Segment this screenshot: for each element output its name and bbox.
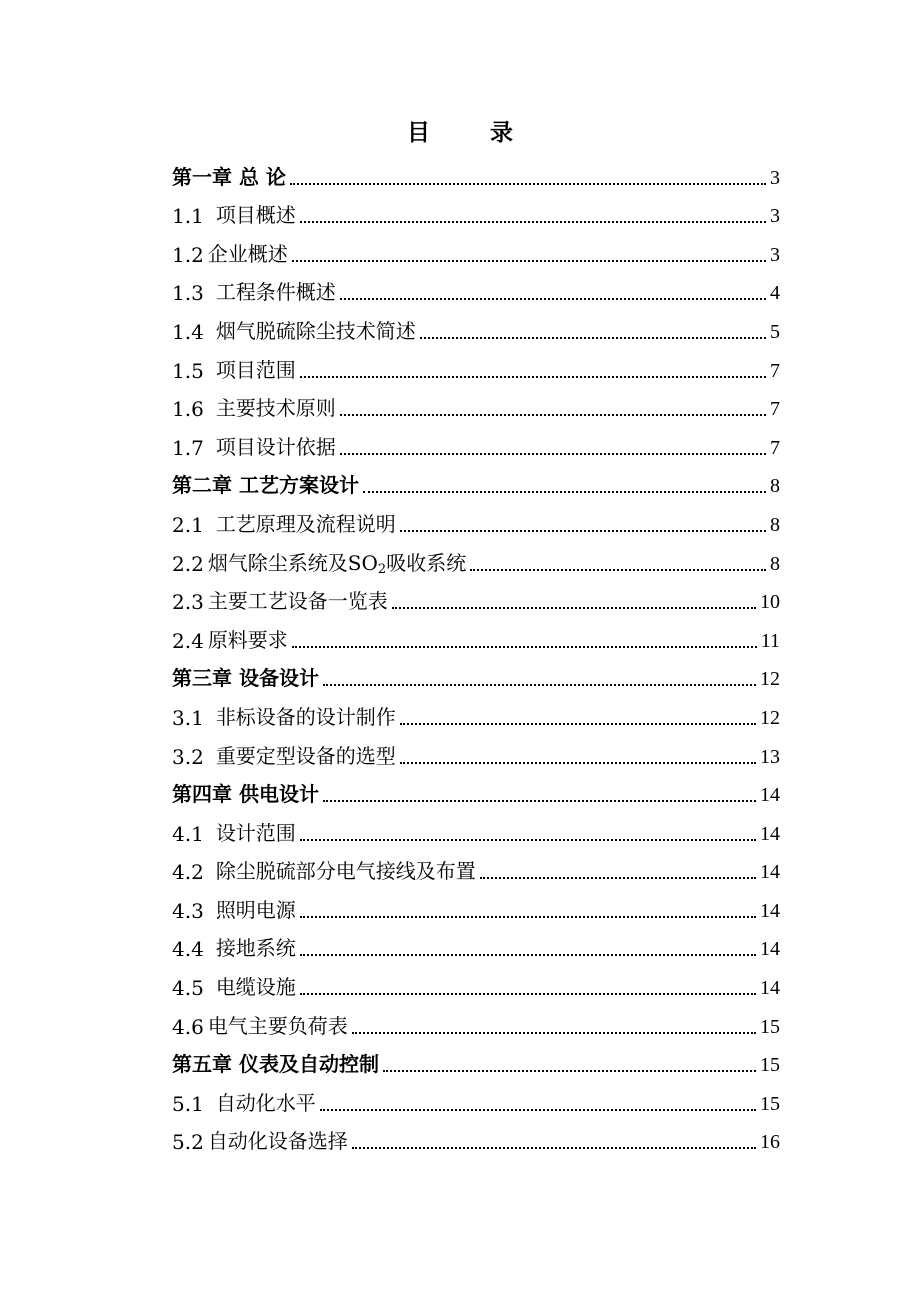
dot-leader (300, 954, 756, 956)
entry-title: 烟气脱硫除尘技术简述 (215, 318, 416, 343)
section-number: 5.2 (172, 1130, 204, 1155)
dot-leader (300, 839, 756, 841)
entry-title: 接地系统 (215, 936, 296, 961)
dot-leader (480, 877, 756, 879)
dot-leader (400, 723, 756, 725)
dot-leader (352, 1147, 756, 1149)
dot-leader (470, 569, 766, 571)
entry-title: 主要技术原则 (215, 396, 336, 421)
entry-title: 自动化设备选择 (207, 1129, 348, 1154)
entry-title: 第三章 设备设计 (172, 666, 319, 691)
section-number: 2.4 (172, 628, 204, 653)
section-number: 5.1 (172, 1091, 204, 1116)
page-number: 15 (760, 1054, 780, 1077)
section-number: 1.4 (172, 319, 204, 344)
toc-chapter-entry[interactable] (172, 155, 780, 194)
page-number: 14 (760, 899, 780, 922)
section-number: 1.7 (172, 435, 204, 460)
dot-leader (292, 646, 757, 648)
page-number: 15 (760, 1092, 780, 1115)
entry-title: 第一章 总 论 (172, 164, 286, 189)
page-number: 3 (770, 205, 780, 228)
toc-section-entry[interactable] (172, 194, 780, 233)
entry-title: 非标设备的设计制作 (215, 704, 396, 729)
toc-section-entry[interactable] (172, 965, 780, 1004)
dot-leader (320, 1109, 756, 1111)
dot-leader (340, 414, 766, 416)
dot-leader (420, 337, 766, 339)
entry-title: 项目范围 (215, 357, 296, 382)
toc-section-entry[interactable] (172, 309, 780, 348)
dot-leader (340, 453, 766, 455)
entry-title: 照明电源 (215, 897, 296, 922)
dot-leader (400, 762, 756, 764)
dot-leader (323, 800, 756, 802)
toc-section-entry[interactable] (172, 811, 780, 850)
entry-title: 除尘脱硫部分电气接线及布置 (215, 859, 476, 884)
page-number: 3 (770, 166, 780, 189)
page-number: 8 (770, 513, 780, 536)
dot-leader (383, 1070, 756, 1072)
entry-title: 烟气除尘系统及$SO_2$吸收系统 (207, 550, 467, 577)
toc-section-entry[interactable] (172, 425, 780, 464)
section-number: 4.1 (172, 821, 204, 846)
toc-section-entry[interactable] (172, 1081, 780, 1120)
section-number: 1.3 (172, 281, 204, 306)
page-number: 12 (760, 706, 780, 729)
toc-chapter-entry[interactable] (172, 773, 780, 812)
entry-title: 自动化水平 (215, 1090, 316, 1115)
page-number: 14 (760, 977, 780, 1000)
toc-section-entry[interactable] (172, 618, 780, 657)
entry-title: 工程条件概述 (215, 280, 336, 305)
page-number: 8 (770, 552, 780, 575)
page-number: 7 (770, 398, 780, 421)
toc-chapter-entry[interactable] (172, 657, 780, 696)
dot-leader (323, 684, 756, 686)
dot-leader (340, 298, 766, 300)
section-number: 4.6 (172, 1014, 204, 1039)
entry-title: 项目设计依据 (215, 434, 336, 459)
entry-title: 工艺原理及流程说明 (215, 511, 396, 536)
toc-chapter-entry[interactable] (172, 464, 780, 503)
toc-section-entry[interactable] (172, 541, 780, 580)
section-number: 3.2 (172, 744, 204, 769)
section-number: 2.1 (172, 512, 204, 537)
section-number: 4.4 (172, 937, 204, 962)
dot-leader (300, 221, 766, 223)
section-number: 4.2 (172, 860, 204, 885)
toc-section-entry[interactable] (172, 348, 780, 387)
entry-title: 设计范围 (215, 820, 296, 845)
page-number: 3 (770, 243, 780, 266)
entry-title: 原料要求 (207, 627, 288, 652)
page-number: 7 (770, 436, 780, 459)
dot-leader (363, 491, 766, 493)
page-number: 15 (760, 1015, 780, 1038)
page-number: 8 (770, 475, 780, 498)
entry-title: 电缆设施 (215, 975, 296, 1000)
toc-title: 目 录 (406, 120, 539, 146)
toc-section-entry[interactable] (172, 580, 780, 619)
entry-title: 项目概述 (215, 203, 296, 228)
toc-section-entry[interactable] (172, 1004, 780, 1043)
page-number: 14 (760, 861, 780, 884)
dot-leader (292, 260, 766, 262)
entry-title: 电气主要负荷表 (207, 1013, 348, 1038)
dot-leader (300, 916, 756, 918)
section-number: 1.6 (172, 397, 204, 422)
toc-list (172, 155, 780, 1158)
dot-leader (392, 607, 756, 609)
page-number: 4 (770, 282, 780, 305)
section-number: 4.5 (172, 976, 204, 1001)
page-number: 14 (760, 822, 780, 845)
page-number: 5 (770, 320, 780, 343)
page-number: 10 (760, 591, 780, 614)
dot-leader (290, 183, 766, 185)
entry-title: 第二章 工艺方案设计 (172, 473, 359, 498)
entry-title: 第五章 仪表及自动控制 (172, 1052, 379, 1077)
page-number: 7 (770, 359, 780, 382)
section-number: 1.5 (172, 358, 204, 383)
entry-title: 企业概述 (207, 241, 288, 266)
page-number: 16 (760, 1131, 780, 1154)
page-number: 14 (760, 784, 780, 807)
page-number: 11 (760, 629, 780, 652)
dot-leader (400, 530, 766, 532)
page-number: 14 (760, 938, 780, 961)
toc-section-entry[interactable] (172, 502, 780, 541)
page-number: 13 (760, 745, 780, 768)
toc-section-entry[interactable] (172, 927, 780, 966)
entry-title: 重要定型设备的选型 (215, 743, 396, 768)
page-number: 12 (760, 668, 780, 691)
dot-leader (300, 993, 756, 995)
toc-section-entry[interactable] (172, 850, 780, 889)
toc-section-entry[interactable] (172, 695, 780, 734)
dot-leader (300, 376, 766, 378)
section-number: 4.3 (172, 898, 204, 923)
section-number: 3.1 (172, 705, 204, 730)
section-number: 1.1 (172, 204, 204, 229)
toc-section-entry[interactable] (172, 271, 780, 310)
entry-title: 主要工艺设备一览表 (207, 589, 388, 614)
toc-section-entry[interactable] (172, 387, 780, 426)
section-number: 2.2 (172, 551, 204, 576)
toc-section-entry[interactable] (172, 734, 780, 773)
toc-section-entry[interactable] (172, 1120, 780, 1159)
section-number: 1.2 (172, 242, 204, 267)
toc-section-entry[interactable] (172, 232, 780, 271)
dot-leader (352, 1032, 756, 1034)
toc-section-entry[interactable] (172, 888, 780, 927)
toc-chapter-entry[interactable] (172, 1043, 780, 1082)
entry-title: 第四章 供电设计 (172, 782, 319, 807)
section-number: 2.3 (172, 590, 204, 615)
